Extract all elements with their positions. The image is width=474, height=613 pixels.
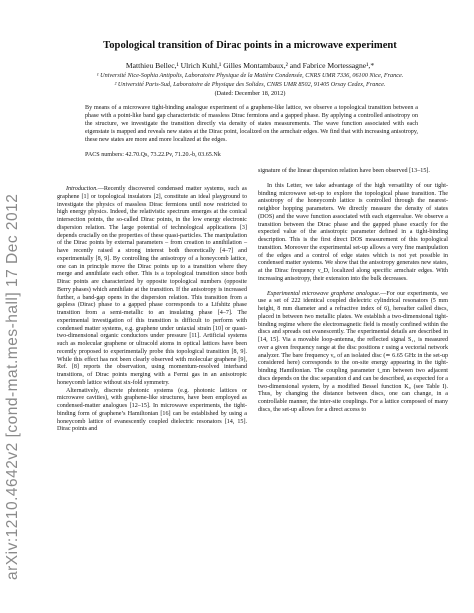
paragraph-body: —For our experiments, we use a set of 222 identical coupled dielectric cylindrical resonators (5 mm height, 8 mm diameter and a refractive index of 6), hereafter called discs, placed in between two metallic plates. We establish a two-dimensional tight-binding regime where the electromagnetic field is mostly confined within the discs and spreads out evanescently. The experimental details are described in [14, 15]. Via a movable loop-antenna, the reflected signal S₁₁ is measured over a given frequency range at the disc positions r using a vectorial network analyzer. The bare frequency ν₀ of an isolated disc (≃ 6.65 GHz in the set-up considered here) corresponds to the on-site energy appearing in the tight-binding Hamiltonian. The coupling parameter t_mn between two adjacent discs depends on the disc separation d and can be described, as expected for a two-dimensional system, by a modified Bessel function K₀ (see Table I). Thus, by changing the distance between discs, one can change, in a controllable manner, the inter-site couplings. For a lattice composed of many discs, the set-up allows for a direct access to	[258, 290, 448, 413]
dated-line: (Dated: December 18, 2012)	[214, 90, 286, 97]
arxiv-identifier-text: arXiv:1210.4642v2 [cond-mat.mes-hall] 17 Dec 2012	[4, 193, 21, 580]
paragraph-introduction	[57, 186, 247, 388]
paragraph-photonic-systems	[57, 388, 247, 435]
paragraph-experimental-setup	[258, 291, 448, 415]
paragraph-lead: Introduction.	[66, 186, 98, 192]
affiliation-1: ¹ Université Nice-Sophia Antipolis, Laboratoire Physique de la Matière Condensée, CNRS UMR 7336, 06100 Nice, France.	[96, 72, 404, 79]
arxiv-identifier-stamp	[2, 80, 28, 580]
paragraph-this-letter	[258, 183, 448, 284]
paragraph-body: In this Letter, we take advantage of the high versatility of our tight-binding microwave set-up to explore the topological phase transition. The anisotropy of the honeycomb lattice is controlled through the nearest-neighbor hopping parameters. We directly measure the density of states (DOS) and the wave function associated with each eigenvalue. We observe a transition between the Dirac phase and the gapped phase exactly for the expected value of the anisotropic parameter defined in a tight-binding description. This is the first direct DOS measurement of this topological transition. Moreover the experimental set-up allows a very fine manipulation of the edges and a control of edge states which is not yet possible in condensed matter systems. We show that the anisotropy generates new states, at the Dirac frequency ν_D, localized along specific armchair edges. With increasing anisotropy, their extension into the bulk decreases.	[258, 182, 448, 282]
pacs-numbers: PACS numbers: 42.70.Qs, 73.22.Pv, 71.20.-b, 03.65.Nk	[85, 152, 221, 158]
right-column	[258, 168, 448, 415]
paper-title: Topological transition of Dirac points in a microwave experiment	[103, 40, 397, 51]
abstract: By means of a microwave tight-binding analogue experiment of a graphene-like lattice, we observe a topological transition between a phase with a point-like band gap characteristic of massless Dirac fermions and a gapped phase. By applying a controlled anisotropy on the structure, we investigate the transition directly via density of states measurements. The wave function associated with each eigenstate is mapped and reveals new states at the Dirac point, localized on the armchair edges. We find that with increasing anisotropy, these new states are more and more localized at the edges.	[85, 105, 418, 144]
paragraph-body: —Recently discovered condensed matter systems, such as graphene [1] or topological insulators [2], constitute an ideal playground to investigate the physics of massless Dirac fermions until now restricted to high energy physics. Indeed, the relativistic spectrum emerges at the conical intersection points, the so-called Dirac points, in the low energy electronic dispersion relation. The large potential of technological applications [3] depends crucially on the properties of these quasi-particles. The manipulation of the Dirac points by external parameters – from creation to annihilation – have recently raised a strong interest both theoretically [4–7] and experimentally [8, 9]. By controlling the anisotropy of a honeycomb lattice, one can in principle move the Dirac points up to a transition where they merge and annihilate each other. This is a topological transition since both Dirac points are characterized by opposite topological numbers (opposite Berry phases) which annihilate at the transition. If the anisotropy is increased further, a band-gap opens in the dispersion relation. This transition from a gapless (Dirac) phase to a gapped phase corresponds to a Lifshitz phase transition from a semi-metallic to an insulating phase [4–7]. The experimental investigation of this transition is difficult to perform with condensed matter systems, e.g. graphene under uniaxial strain [10] or quasi-two-dimensional organic conductors under pressure [11]. Artificial systems such as molecular graphene or ultracold atoms in optical lattices have been recently proposed to experimentally probe this topological transition [8, 9]. While this effect has not been clearly observed with molecular graphene [9], Ref. [8] reports the observation, using momentum-resolved interband transitions, of Dirac points merging with a Fermi gas in an anisotropic honeycomb lattice without six-fold symmetry.	[57, 186, 247, 386]
paragraph-continued	[258, 168, 448, 176]
paragraph-body: Alternatively, discrete photonic systems (e.g. photonic lattices or microwave cavities), with graphene-like structures, have been employed as condensed-matter analogues [12–15]. In microwave experiments, the tight-binding form of graphene’s Hamiltonian [16] can be established by using a honeycomb lattice of evanescently coupled dielectric resonators [14, 15]. Dirac points and	[57, 387, 247, 433]
affiliation-2: ² Université Paris-Sud, Laboratoire de Physique des Solides, CNRS UMR 8502, 91405 Orsay Cedex, France.	[114, 81, 386, 88]
paragraph-body: signature of the linear dispersion relation have been observed [13–15].	[258, 168, 430, 174]
paragraph-lead: Experimental microwave graphene analogue.	[267, 290, 381, 297]
left-column	[57, 186, 247, 434]
author-list: Matthieu Bellec,¹ Ulrich Kuhl,¹ Gilles Montambaux,² and Fabrice Mortessagne¹,*	[125, 61, 375, 70]
